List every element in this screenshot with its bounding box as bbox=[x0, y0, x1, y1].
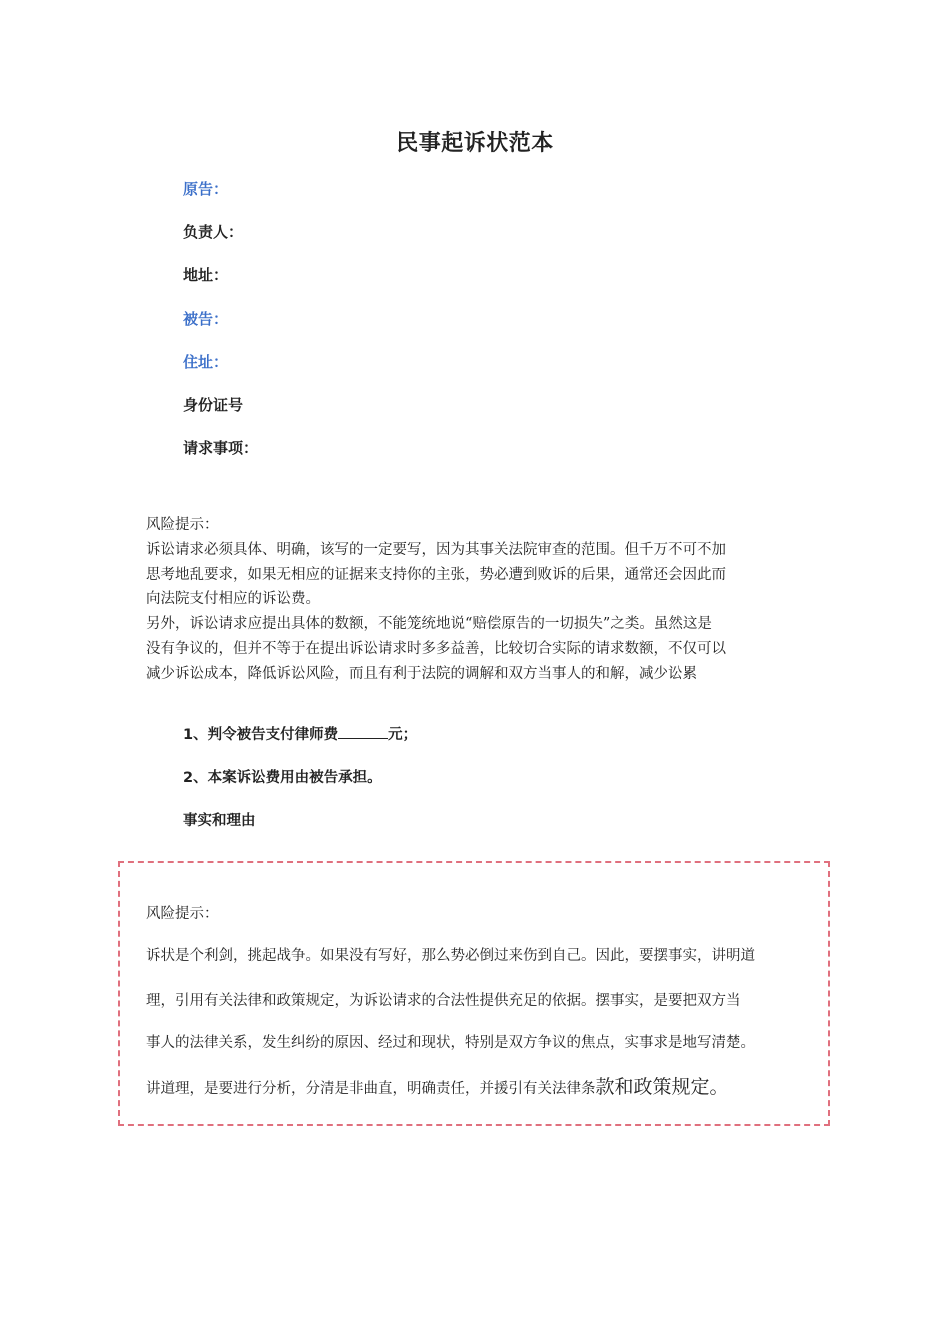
claim-item-2: 2、本案诉讼费用由被告承担。 bbox=[183, 770, 382, 786]
risk-note-2-line: 诉状是个利剑，挑起战争。如果没有写好，那么势必倒过来伤到自己。因此，要摆事实，讲明道 bbox=[146, 948, 755, 964]
field-plaintiff: 原告： bbox=[183, 180, 229, 198]
risk-note-1-line: 另外，诉讼请求应提出具体的数额，不能笼统地说“赔偿原告的一切损失”之类。虽然这是 bbox=[146, 616, 712, 633]
field-address: 地址： bbox=[183, 266, 229, 284]
risk-note-1-heading: 风险提示： bbox=[146, 517, 219, 533]
risk-note-2-line: 事人的法律关系，发生纠纷的原因、经过和现状，特别是双方争议的焦点，实事求是地写清楚。 bbox=[146, 1035, 755, 1051]
risk-note-2-line: 理，引用有关法律和政策规定，为诉讼请求的合法性提供充足的依据。摆事实，是要把双方当 bbox=[146, 993, 741, 1009]
field-residence: 住址： bbox=[183, 353, 229, 371]
risk-note-2-heading: 风险提示： bbox=[146, 906, 219, 922]
risk-note-1-line: 减少诉讼成本，降低诉讼风险，而且有利于法院的调解和双方当事人的和解，减少讼累 bbox=[146, 665, 697, 682]
claim-item-1 bbox=[183, 723, 417, 744]
risk-note-1-line: 思考地乱要求，如果无相应的证据来支持你的主张，势必遭到败诉的后果，通常还会因此而 bbox=[146, 566, 726, 583]
risk-note-1-line: 向法院支付相应的诉讼费。 bbox=[146, 591, 320, 608]
field-defendant: 被告： bbox=[183, 310, 229, 328]
claim-item-1-text: 1、判令被告支付律师费 bbox=[183, 727, 339, 743]
risk-note-1-line: 诉讼请求必须具体、明确，该写的一定要写，因为其事关法院审查的范围。但千万不可不加 bbox=[146, 541, 726, 558]
field-claims: 请求事项： bbox=[183, 439, 259, 457]
field-person-in-charge: 负责人： bbox=[183, 223, 244, 241]
risk-note-1 bbox=[146, 513, 826, 687]
facts-heading: 事实和理由 bbox=[183, 813, 256, 829]
risk-note-2-line-last-end: 款和政策规定。 bbox=[595, 1076, 729, 1098]
risk-note-2-line-last bbox=[146, 1072, 729, 1099]
amount-blank bbox=[338, 725, 388, 739]
document-title: 民事起诉状范本 bbox=[396, 131, 554, 156]
risk-note-2-line-last-start: 讲道理，是要进行分析，分清是非曲直，明确责任，并援引有关法律条 bbox=[146, 1081, 596, 1097]
risk-note-1-line: 没有争议的，但并不等于在提出诉讼请求时多多益善，比较切合实际的请求数额，不仅可以 bbox=[146, 640, 726, 657]
claim-item-1-unit: 元； bbox=[388, 727, 418, 743]
field-id-number: 身份证号 bbox=[183, 396, 244, 414]
